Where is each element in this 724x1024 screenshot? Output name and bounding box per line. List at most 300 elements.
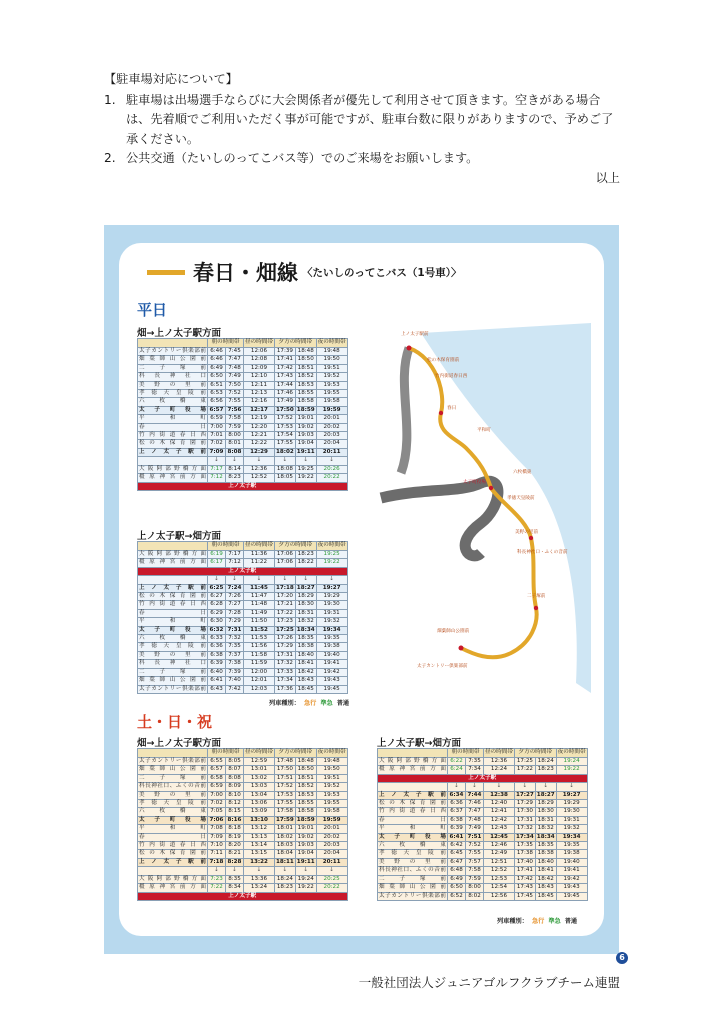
departure-time: 6:59 bbox=[208, 415, 226, 423]
train-type-legend bbox=[497, 916, 577, 925]
stop-name: 六枚橋東 bbox=[139, 635, 206, 642]
train-time: 7:22 bbox=[208, 884, 226, 892]
arrow-icon: ↓ bbox=[226, 457, 244, 465]
departure-time: 18:55 bbox=[295, 800, 316, 808]
table-header-blank bbox=[138, 749, 208, 758]
departure-time: 19:55 bbox=[316, 800, 347, 808]
departure-time: 11:59 bbox=[244, 660, 275, 668]
departure-time: 17:30 bbox=[514, 808, 535, 816]
train-time: 18:23 bbox=[274, 884, 295, 892]
departure-time: 12:40 bbox=[484, 800, 515, 808]
departure-time: 11:50 bbox=[244, 618, 275, 626]
weekday-outbound-title: 畑→上ノ太子駅方面 bbox=[137, 328, 221, 339]
table-header-night: 夜の時間帯 bbox=[556, 749, 587, 758]
route-color-bar bbox=[147, 270, 185, 275]
departure-time: 19:30 bbox=[556, 808, 587, 816]
train-direction: 大阪阿部野橋方面 bbox=[139, 875, 206, 882]
departure-time: 18:38 bbox=[295, 643, 316, 651]
departure-time: 11:45 bbox=[244, 584, 275, 592]
arrow-icon: ↓ bbox=[484, 783, 515, 791]
arrow-icon: ↓ bbox=[295, 867, 316, 875]
stop-name: 孝徳天皇陵前 bbox=[139, 390, 206, 397]
route-name: 春日・畑線 bbox=[193, 261, 298, 285]
departure-time: 19:35 bbox=[556, 842, 587, 850]
weekend-label: 土・日・祝 bbox=[137, 713, 213, 731]
departure-time: 20:11 bbox=[316, 448, 347, 456]
departure-time: 17:34 bbox=[274, 677, 295, 685]
departure-time: 19:42 bbox=[556, 875, 587, 883]
arrow-row bbox=[378, 783, 588, 791]
departure-time: 19:55 bbox=[316, 390, 347, 398]
departure-time: 17:29 bbox=[514, 800, 535, 808]
train-time: 11:22 bbox=[244, 559, 275, 567]
table-row bbox=[138, 381, 348, 389]
map-label: 科長神社口・ふくの音前 bbox=[517, 550, 568, 555]
departure-time: 7:55 bbox=[466, 850, 484, 858]
departure-time: 8:28 bbox=[226, 858, 244, 866]
table-row bbox=[138, 415, 348, 423]
departure-time: 18:51 bbox=[295, 774, 316, 782]
table-row bbox=[138, 609, 348, 617]
departure-time: 13:02 bbox=[244, 774, 275, 782]
table-row bbox=[138, 858, 348, 866]
arrow-row bbox=[138, 457, 348, 465]
terminal-row bbox=[138, 567, 348, 575]
departure-time: 17:43 bbox=[274, 373, 295, 381]
stop-name: 春日 bbox=[139, 609, 206, 616]
departure-time: 7:45 bbox=[226, 348, 244, 356]
departure-time: 6:43 bbox=[208, 685, 226, 693]
departure-time: 7:59 bbox=[226, 423, 244, 431]
departure-time: 19:27 bbox=[316, 584, 347, 592]
table-header-night: 夜の時間帯 bbox=[316, 749, 347, 758]
stop-name: 六枚橋東 bbox=[139, 398, 206, 405]
departure-time: 6:58 bbox=[208, 774, 226, 782]
departure-time: 12:16 bbox=[244, 398, 275, 406]
arrow-blank bbox=[138, 867, 208, 875]
stop-name: 孝徳天皇陵前 bbox=[379, 850, 446, 857]
notice-item-number: 1. bbox=[104, 92, 116, 107]
departure-time: 19:40 bbox=[556, 858, 587, 866]
notice-heading: 【駐車場対応について】 bbox=[104, 72, 238, 86]
departure-time: 6:52 bbox=[448, 892, 466, 900]
table-header-night: 夜の時間帯 bbox=[316, 542, 347, 551]
departure-time: 18:31 bbox=[535, 816, 556, 824]
table-row bbox=[378, 833, 588, 841]
stop-name: 科長神社口、ふくの音前 bbox=[139, 783, 206, 790]
table-row bbox=[138, 842, 348, 850]
train-connection-row bbox=[378, 758, 588, 766]
departure-time: 19:45 bbox=[316, 685, 347, 693]
departure-time: 19:42 bbox=[316, 668, 347, 676]
departure-time: 17:21 bbox=[274, 601, 295, 609]
departure-time: 7:52 bbox=[226, 390, 244, 398]
table-row bbox=[138, 432, 348, 440]
departure-time: 17:23 bbox=[274, 618, 295, 626]
notice-item-number: 2. bbox=[104, 151, 116, 165]
train-time: 17:06 bbox=[274, 551, 295, 559]
departure-time: 12:56 bbox=[484, 892, 515, 900]
departure-time: 7:31 bbox=[226, 626, 244, 634]
departure-time: 19:02 bbox=[295, 833, 316, 841]
table-row bbox=[138, 816, 348, 824]
departure-time: 19:53 bbox=[316, 381, 347, 389]
departure-time: 7:00 bbox=[208, 423, 226, 431]
table-header-blank bbox=[138, 339, 208, 348]
map-highway bbox=[381, 481, 498, 556]
departure-time: 17:49 bbox=[274, 398, 295, 406]
table-row bbox=[378, 842, 588, 850]
train-time: 8:35 bbox=[226, 875, 244, 883]
table-row bbox=[378, 892, 588, 900]
departure-time: 6:28 bbox=[208, 601, 226, 609]
departure-time: 8:09 bbox=[226, 783, 244, 791]
table-header-row bbox=[378, 749, 588, 758]
departure-time: 7:27 bbox=[226, 601, 244, 609]
departure-time: 7:55 bbox=[226, 398, 244, 406]
departure-time: 18:45 bbox=[295, 685, 316, 693]
departure-time: 7:50 bbox=[226, 381, 244, 389]
departure-time: 6:49 bbox=[208, 364, 226, 372]
departure-time: 7:11 bbox=[208, 850, 226, 858]
map-label: 六枚橋東 bbox=[513, 470, 532, 475]
departure-time: 11:52 bbox=[244, 626, 275, 634]
departure-time: 6:41 bbox=[448, 833, 466, 841]
departure-time: 17:36 bbox=[274, 685, 295, 693]
train-time: 17:22 bbox=[514, 766, 535, 774]
departure-time: 19:34 bbox=[556, 833, 587, 841]
arrow-icon: ↓ bbox=[295, 457, 316, 465]
table-row bbox=[138, 593, 348, 601]
table-row bbox=[378, 791, 588, 799]
table-row bbox=[138, 685, 348, 693]
map-label: 平和町 bbox=[477, 428, 491, 433]
departure-time: 6:36 bbox=[208, 643, 226, 651]
departure-time: 8:20 bbox=[226, 842, 244, 850]
departure-time: 18:53 bbox=[295, 381, 316, 389]
departure-time: 7:06 bbox=[208, 816, 226, 824]
departure-time: 6:45 bbox=[448, 850, 466, 858]
map-label: 太子町役場 bbox=[463, 480, 486, 485]
table-row bbox=[138, 660, 348, 668]
arrow-icon: ↓ bbox=[316, 576, 347, 584]
map-label: 春日 bbox=[447, 406, 457, 411]
departure-time: 7:49 bbox=[466, 825, 484, 833]
train-connection-row bbox=[138, 551, 348, 559]
departure-time: 18:11 bbox=[275, 858, 294, 865]
departure-time: 18:48 bbox=[295, 348, 316, 356]
arrow-icon: ↓ bbox=[316, 457, 347, 465]
departure-time: 12:38 bbox=[484, 791, 515, 799]
departure-time: 12:01 bbox=[244, 677, 275, 685]
departure-time: 18:43 bbox=[535, 884, 556, 892]
stop-name: 六枚橋東 bbox=[379, 842, 446, 849]
train-time: 13:36 bbox=[244, 875, 275, 883]
departure-time: 6:56 bbox=[208, 398, 226, 406]
arrow-icon: ↓ bbox=[466, 783, 484, 791]
train-time: 19:22 bbox=[295, 474, 316, 482]
arrow-icon: ↓ bbox=[208, 576, 226, 584]
table-header-morning: 朝の時間帯 bbox=[208, 339, 244, 348]
departure-time: 19:53 bbox=[316, 791, 347, 799]
departure-time: 19:04 bbox=[295, 850, 316, 858]
stop-name: 上ノ太子駅前 bbox=[139, 858, 206, 865]
departure-time: 12:19 bbox=[244, 415, 275, 423]
departure-time: 6:27 bbox=[208, 593, 226, 601]
departure-time: 12:51 bbox=[484, 858, 515, 866]
table-row bbox=[138, 651, 348, 659]
train-time: 7:23 bbox=[208, 875, 226, 883]
departure-time: 8:00 bbox=[466, 884, 484, 892]
departure-time: 19:38 bbox=[556, 850, 587, 858]
stop-name: 太子カントリー倶楽部前 bbox=[139, 758, 206, 764]
stop-name: 竹内街道春日西 bbox=[379, 808, 446, 815]
departure-time: 18:02 bbox=[274, 833, 295, 841]
table-row bbox=[138, 758, 348, 766]
map-road bbox=[401, 348, 409, 473]
departure-time: 17:55 bbox=[274, 440, 295, 448]
departure-time: 20:03 bbox=[316, 432, 347, 440]
departure-time: 20:04 bbox=[316, 850, 347, 858]
departure-time: 19:32 bbox=[316, 618, 347, 626]
train-type-legend bbox=[269, 698, 349, 707]
map-label: 竹内街道春日西 bbox=[435, 374, 468, 379]
departure-time: 19:43 bbox=[556, 884, 587, 892]
departure-time: 7:01 bbox=[208, 432, 226, 440]
arrow-icon: ↓ bbox=[226, 867, 244, 875]
departure-time: 18:40 bbox=[295, 651, 316, 659]
route-title bbox=[147, 257, 461, 287]
departure-time: 6:50 bbox=[448, 884, 466, 892]
legend-semi: 準急 bbox=[548, 918, 561, 925]
stop-name: 竹内街道春日西 bbox=[139, 842, 206, 849]
departure-time: 19:41 bbox=[556, 867, 587, 875]
departure-time: 18:50 bbox=[295, 766, 316, 774]
train-time: 6:17 bbox=[208, 559, 226, 567]
train-connection-row bbox=[138, 474, 348, 482]
departure-time: 19:03 bbox=[295, 432, 316, 440]
arrow-icon: ↓ bbox=[208, 457, 226, 465]
map-label: 松の木保育園前 bbox=[427, 358, 460, 363]
train-time: 19:22 bbox=[556, 766, 587, 774]
train-time: 19:25 bbox=[316, 551, 347, 559]
departure-time: 12:13 bbox=[244, 390, 275, 398]
departure-time: 20:11 bbox=[316, 858, 347, 866]
arrow-blank bbox=[138, 576, 208, 584]
departure-time: 12:41 bbox=[484, 808, 515, 816]
departure-time: 11:58 bbox=[244, 651, 275, 659]
departure-time: 19:52 bbox=[316, 783, 347, 791]
arrow-icon: ↓ bbox=[274, 867, 295, 875]
departure-time: 6:34 bbox=[448, 791, 466, 799]
stop-name: 太子町役場 bbox=[139, 626, 206, 633]
departure-time: 12:49 bbox=[484, 850, 515, 858]
departure-time: 20:01 bbox=[316, 825, 347, 833]
departure-time: 12:03 bbox=[244, 685, 275, 693]
stop-name: 上ノ太子駅前 bbox=[379, 791, 446, 798]
departure-time: 8:05 bbox=[226, 758, 244, 766]
departure-time: 20:04 bbox=[316, 440, 347, 448]
departure-time: 17:48 bbox=[274, 758, 295, 766]
departure-time: 18:51 bbox=[295, 364, 316, 372]
table-header-noon: 昼の時間帯 bbox=[244, 542, 275, 551]
table-header-evening: 夕方の時間帯 bbox=[274, 749, 316, 758]
table-row bbox=[138, 390, 348, 398]
departure-time: 18:34 bbox=[536, 833, 555, 840]
stop-name: 科長神社口、ふくの音前 bbox=[379, 867, 446, 874]
train-connection-row bbox=[138, 559, 348, 567]
departure-time: 8:18 bbox=[226, 825, 244, 833]
departure-time: 19:03 bbox=[295, 842, 316, 850]
train-time: 6:22 bbox=[448, 758, 466, 766]
terminal-station: 上ノ太子駅 bbox=[138, 567, 348, 575]
departure-time: 7:47 bbox=[226, 356, 244, 364]
arrow-icon: ↓ bbox=[274, 457, 295, 465]
departure-time: 20:02 bbox=[316, 423, 347, 431]
table-row bbox=[138, 668, 348, 676]
table-row bbox=[138, 406, 348, 414]
departure-time: 6:29 bbox=[208, 609, 226, 617]
departure-time: 17:46 bbox=[274, 390, 295, 398]
departure-time: 12:08 bbox=[244, 356, 275, 364]
departure-time: 19:29 bbox=[556, 800, 587, 808]
departure-time: 18:31 bbox=[295, 609, 316, 617]
departure-time: 17:52 bbox=[274, 415, 295, 423]
departure-time: 12:54 bbox=[484, 884, 515, 892]
train-time: 7:17 bbox=[226, 551, 244, 559]
train-time: 19:22 bbox=[316, 559, 347, 567]
departure-time: 18:50 bbox=[295, 356, 316, 364]
table-row bbox=[138, 774, 348, 782]
departure-time: 19:59 bbox=[316, 816, 347, 824]
departure-time: 19:50 bbox=[316, 766, 347, 774]
table-row bbox=[378, 875, 588, 883]
departure-time: 12:45 bbox=[484, 833, 515, 841]
table-header-morning: 朝の時間帯 bbox=[448, 749, 484, 758]
map-stop-marker bbox=[534, 606, 538, 610]
table-row bbox=[138, 601, 348, 609]
departure-time: 6:59 bbox=[208, 783, 226, 791]
terminal-station: 上ノ太子駅 bbox=[378, 774, 588, 782]
stop-name: 科長神社口 bbox=[139, 660, 206, 667]
train-direction: 大阪阿部野橋方面 bbox=[139, 551, 206, 557]
departure-time: 8:01 bbox=[226, 440, 244, 448]
departure-time: 20:02 bbox=[316, 833, 347, 841]
train-time: 12:36 bbox=[244, 465, 275, 473]
departure-time: 7:24 bbox=[226, 584, 244, 592]
departure-time: 18:04 bbox=[274, 850, 295, 858]
table-row bbox=[138, 791, 348, 799]
departure-time: 17:32 bbox=[274, 660, 295, 668]
departure-time: 17:53 bbox=[274, 791, 295, 799]
departure-time: 12:21 bbox=[244, 432, 275, 440]
departure-time: 8:08 bbox=[226, 774, 244, 782]
route-subtitle: 〈たいしのってこバス（1号車）〉 bbox=[302, 266, 462, 279]
departure-time: 17:50 bbox=[275, 406, 294, 413]
route-map-drawing bbox=[381, 323, 591, 693]
train-time: 18:23 bbox=[535, 766, 556, 774]
stop-name: 太子カントリー倶楽部前 bbox=[379, 892, 446, 899]
departure-time: 18:30 bbox=[295, 601, 316, 609]
train-direction: 大阪阿部野橋方面 bbox=[379, 758, 446, 764]
stop-name: 松の木保育園前 bbox=[139, 593, 206, 600]
table-header-blank bbox=[138, 542, 208, 551]
stop-name: 春日 bbox=[139, 833, 206, 840]
table-header-morning: 朝の時間帯 bbox=[208, 542, 244, 551]
table-row bbox=[138, 800, 348, 808]
weekend-inbound-title: 上ノ太子駅→畑方面 bbox=[377, 738, 461, 749]
departure-time: 18:40 bbox=[535, 858, 556, 866]
departure-time: 18:32 bbox=[535, 825, 556, 833]
departure-time: 17:29 bbox=[274, 643, 295, 651]
departure-time: 19:51 bbox=[316, 364, 347, 372]
stop-name: 六枚橋東 bbox=[139, 808, 206, 815]
table-row bbox=[138, 766, 348, 774]
terminal-station: 上ノ太子駅 bbox=[138, 482, 348, 490]
train-time: 17:25 bbox=[514, 758, 535, 766]
departure-time: 6:38 bbox=[208, 651, 226, 659]
departure-time: 17:34 bbox=[515, 833, 534, 840]
departure-time: 18:55 bbox=[295, 390, 316, 398]
departure-time: 18:35 bbox=[295, 635, 316, 643]
departure-time: 20:01 bbox=[316, 415, 347, 423]
departure-time: 13:14 bbox=[244, 842, 275, 850]
departure-time: 19:11 bbox=[296, 858, 315, 865]
departure-time: 7:32 bbox=[226, 635, 244, 643]
table-row bbox=[138, 783, 348, 791]
departure-time: 7:00 bbox=[208, 791, 226, 799]
departure-time: 18:48 bbox=[295, 758, 316, 766]
departure-time: 19:43 bbox=[316, 677, 347, 685]
train-time: 7:35 bbox=[466, 758, 484, 766]
departure-time: 13:06 bbox=[244, 800, 275, 808]
departure-time: 6:50 bbox=[208, 373, 226, 381]
stop-name: 美野の里前 bbox=[139, 381, 206, 388]
departure-time: 13:04 bbox=[244, 791, 275, 799]
arrow-blank bbox=[378, 783, 448, 791]
departure-time: 19:01 bbox=[295, 825, 316, 833]
departure-time: 8:21 bbox=[226, 850, 244, 858]
table-row bbox=[138, 348, 348, 356]
departure-time: 12:06 bbox=[244, 348, 275, 356]
table-row bbox=[138, 618, 348, 626]
train-time: 20:26 bbox=[316, 465, 347, 473]
departure-time: 18:59 bbox=[296, 406, 315, 413]
table-row bbox=[378, 858, 588, 866]
departure-time: 6:33 bbox=[208, 635, 226, 643]
weekday-inbound-title: 上ノ太子駅→畑方面 bbox=[137, 531, 221, 542]
departure-time: 7:29 bbox=[226, 618, 244, 626]
arrow-icon: ↓ bbox=[535, 783, 556, 791]
departure-time: 18:45 bbox=[535, 892, 556, 900]
departure-time: 8:07 bbox=[226, 766, 244, 774]
legend-rapid: 急行 bbox=[303, 700, 317, 707]
legend-rapid: 急行 bbox=[531, 918, 545, 925]
table-header-noon: 昼の時間帯 bbox=[244, 749, 275, 758]
notice-closing: 以上 bbox=[595, 170, 620, 185]
stop-name: 美野の里前 bbox=[139, 791, 206, 798]
train-time: 19:24 bbox=[295, 875, 316, 883]
departure-time: 11:49 bbox=[244, 609, 275, 617]
departure-time: 11:56 bbox=[244, 643, 275, 651]
departure-time: 7:58 bbox=[466, 867, 484, 875]
table-row bbox=[138, 850, 348, 858]
train-time: 19:24 bbox=[556, 758, 587, 766]
departure-time: 6:36 bbox=[448, 800, 466, 808]
train-time: 20:22 bbox=[316, 474, 347, 482]
table-row bbox=[138, 364, 348, 372]
departure-time: 17:55 bbox=[274, 800, 295, 808]
